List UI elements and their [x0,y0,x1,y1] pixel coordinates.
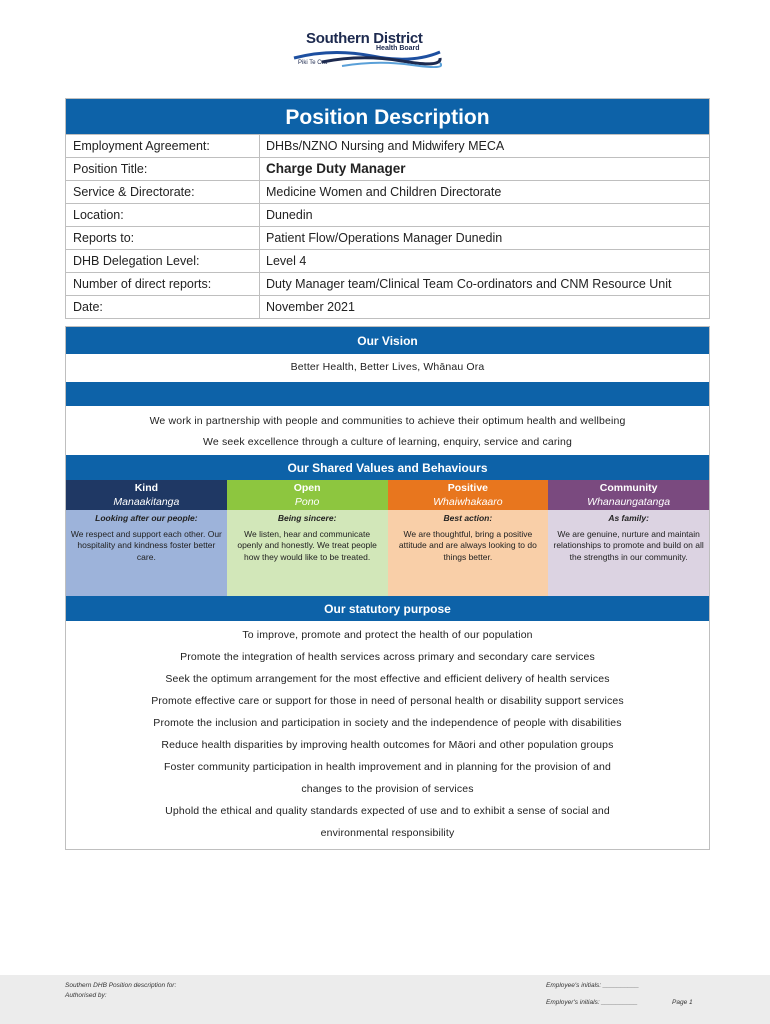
row-label: Employment Agreement: [66,135,260,157]
row-value: November 2021 [266,300,355,314]
value-maori: Whaiwhakaaro [388,495,549,510]
footer-employee-initials: Employee's initials: __________ [546,982,640,989]
purpose-line: Foster community participation in health improvement and in planning for the provision of and [163,761,612,773]
row-label: Location: [66,204,260,226]
logo-name: Southern District [306,30,423,47]
row-value: Duty Manager team/Clinical Team Co-ordinators and CNM Resource Unit [266,277,672,291]
row-label: Reports to: [66,227,260,249]
page-footer [0,975,770,1024]
vision-text: Better Health, Better Lives, Whānau Ora [290,361,485,373]
value-column-positive [388,480,549,596]
value-column-kind [66,480,227,596]
table-row [66,180,709,203]
value-body [66,510,227,596]
value-title: As family: [608,513,649,523]
value-maori: Manaakitanga [66,495,227,510]
value-name: Kind [66,480,227,495]
purpose-line: Seek the optimum arrangement for the most effective and efficient delivery of health services [165,673,610,685]
value-name: Community [548,480,709,495]
value-maori: Pono [227,495,388,510]
mission-bar [66,382,709,406]
values-heading: Our Shared Values and Behaviours [66,455,709,480]
value-title: Being sincere: [277,513,337,523]
value-text: We are genuine, nurture and maintain relationships to promote and build on all the strengths in our community. [553,528,704,562]
row-value: Patient Flow/Operations Manager Dunedin [266,231,503,245]
value-column-open [227,480,388,596]
table-row [66,157,709,180]
value-text: We listen, hear and communicate openly and honestly. We treat people how they would like to be treated. [237,528,377,562]
logo-tagline: Piki Te Ora [298,60,328,66]
table-row [66,295,709,318]
footer-authorised: Authorised by: [65,992,107,999]
row-label: DHB Delegation Level: [66,250,260,272]
table-row [66,226,709,249]
sdhb-logo [292,30,442,72]
row-label: Date: [66,296,260,318]
purpose-line: changes to the provision of services [301,783,474,795]
table-row [66,203,709,226]
purpose-line: To improve, promote and protect the health of our population [242,629,533,641]
row-value: Medicine Women and Children Directorate [266,185,502,199]
position-description-table [65,98,710,319]
value-body [227,510,388,596]
values-grid [66,480,709,596]
purpose-line: Promote the inclusion and participation in society and the independence of people with disabilities [153,717,622,729]
value-body [388,510,549,596]
value-maori: Whanaungatanga [548,495,709,510]
value-name: Open [227,480,388,495]
row-value: DHBs/NZNO Nursing and Midwifery MECA [266,139,505,153]
value-text: We respect and support each other. Our hospitality and kindness foster better care. [70,528,222,562]
value-column-community [548,480,709,596]
row-value: Level 4 [266,254,307,268]
row-label: Service & Directorate: [66,181,260,203]
footer-pd-for: Southern DHB Position description for: [65,982,177,989]
purpose-line: Reduce health disparities by improving health outcomes for Māori and other population groups [161,739,614,751]
row-label: Position Title: [66,158,260,180]
page-title: Position Description [66,99,709,134]
value-name: Positive [388,480,549,495]
logo-board: Health Board [376,45,420,52]
table-row [66,249,709,272]
value-body [548,510,709,596]
purpose-line: Uphold the ethical and quality standards expected of use and to exhibit a sense of social and [165,805,610,817]
table-row [66,134,709,157]
value-text: We are thoughtful, bring a positive attitude and are always looking to do things better. [398,528,537,562]
footer-employer-initials: Employer's initials: __________ [546,999,638,1006]
purpose-line: Promote effective care or support for those in need of personal health or disability support services [151,695,624,707]
table-row [66,272,709,295]
vision-heading: Our Vision [66,327,709,354]
row-value: Dunedin [266,208,313,222]
mission-line: We work in partnership with people and communities to achieve their optimum health and wellbeing [149,415,626,427]
purpose-line: environmental responsibility [320,827,455,839]
purpose-line: Promote the integration of health services across primary and secondary care services [180,651,595,663]
position-title-value: Charge Duty Manager [266,161,406,176]
purpose-heading: Our statutory purpose [66,596,709,621]
footer-page-number: Page 1 [672,999,693,1006]
mission-line: We seek excellence through a culture of learning, enquiry, service and caring [203,436,572,448]
value-title: Best action: [443,513,493,523]
vision-values-box [65,326,710,850]
row-label: Number of direct reports: [66,273,260,295]
value-title: Looking after our people: [95,513,198,523]
